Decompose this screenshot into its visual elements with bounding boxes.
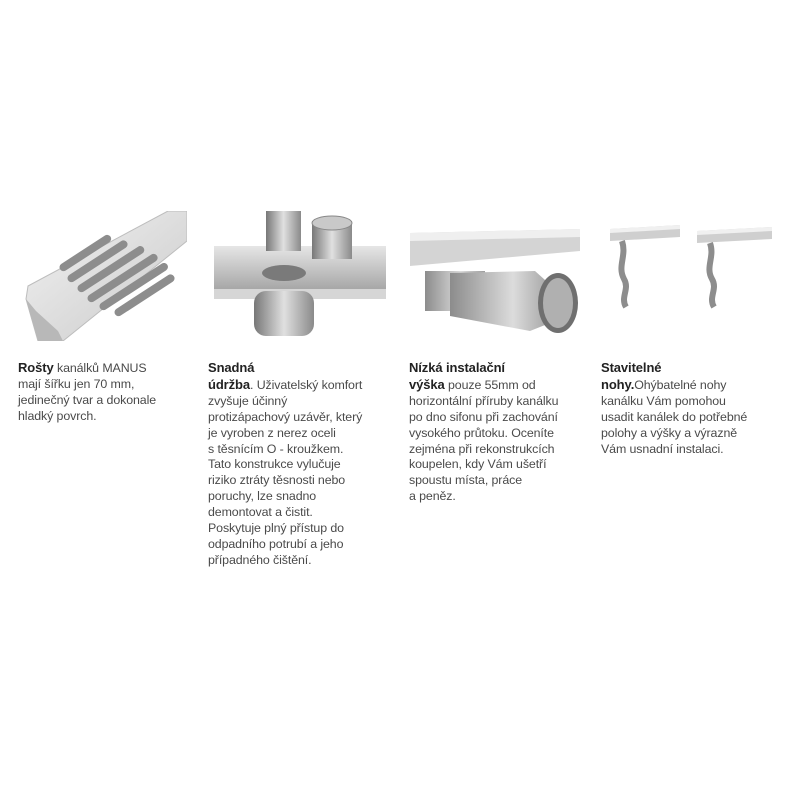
siphon-photo — [214, 211, 386, 341]
feature-maintenance: Snadná údržba. Uživatelský komfort zvyšuje účinný protizápachový uzávěr, který je vyroben z nerez oceli s těsnícím O - kroužkem. Tato konstrukce vylučuje riziko ztráty těsnosti nebo poruchy, lze snadno demontovat a čistit. Poskytuje plný přístup do odpadního potrubí a jeho případného čištění. — [208, 360, 363, 567]
feature-title: Stavitelné — [601, 360, 662, 375]
low-height-photo — [410, 211, 580, 341]
adjustable-feet-photo — [602, 211, 772, 315]
feature-title: výška — [409, 376, 445, 392]
feature-title: Rošty — [18, 360, 54, 375]
grate-photo — [18, 211, 187, 341]
feature-title: údržba — [208, 376, 251, 392]
feature-adjustable-feet: Stavitelné nohy.Ohýbatelné nohy kanálku Vám pomohou usadit kanálek do potřebné polohy a výšky a výrazně Vám usnadní instalaci. — [601, 360, 748, 456]
feature-title: Snadná — [208, 360, 255, 375]
feature-grates: Rošty kanálků MANUS mají šířku jen 70 mm, jedinečný tvar a dokonale hladký povrch. — [18, 360, 157, 423]
feature-title: Nízká instalační — [409, 360, 505, 375]
feature-title: nohy. — [601, 376, 635, 392]
feature-low-height: Nízká instalační výška pouze 55mm od horizontální příruby kanálku po dno sifonu při zachování vysokého průtoku. Oceníte zejména při rekonstrukcích koupelen, kdy Vám ušetří spoustu místa, práce a peněz. — [409, 360, 559, 504]
